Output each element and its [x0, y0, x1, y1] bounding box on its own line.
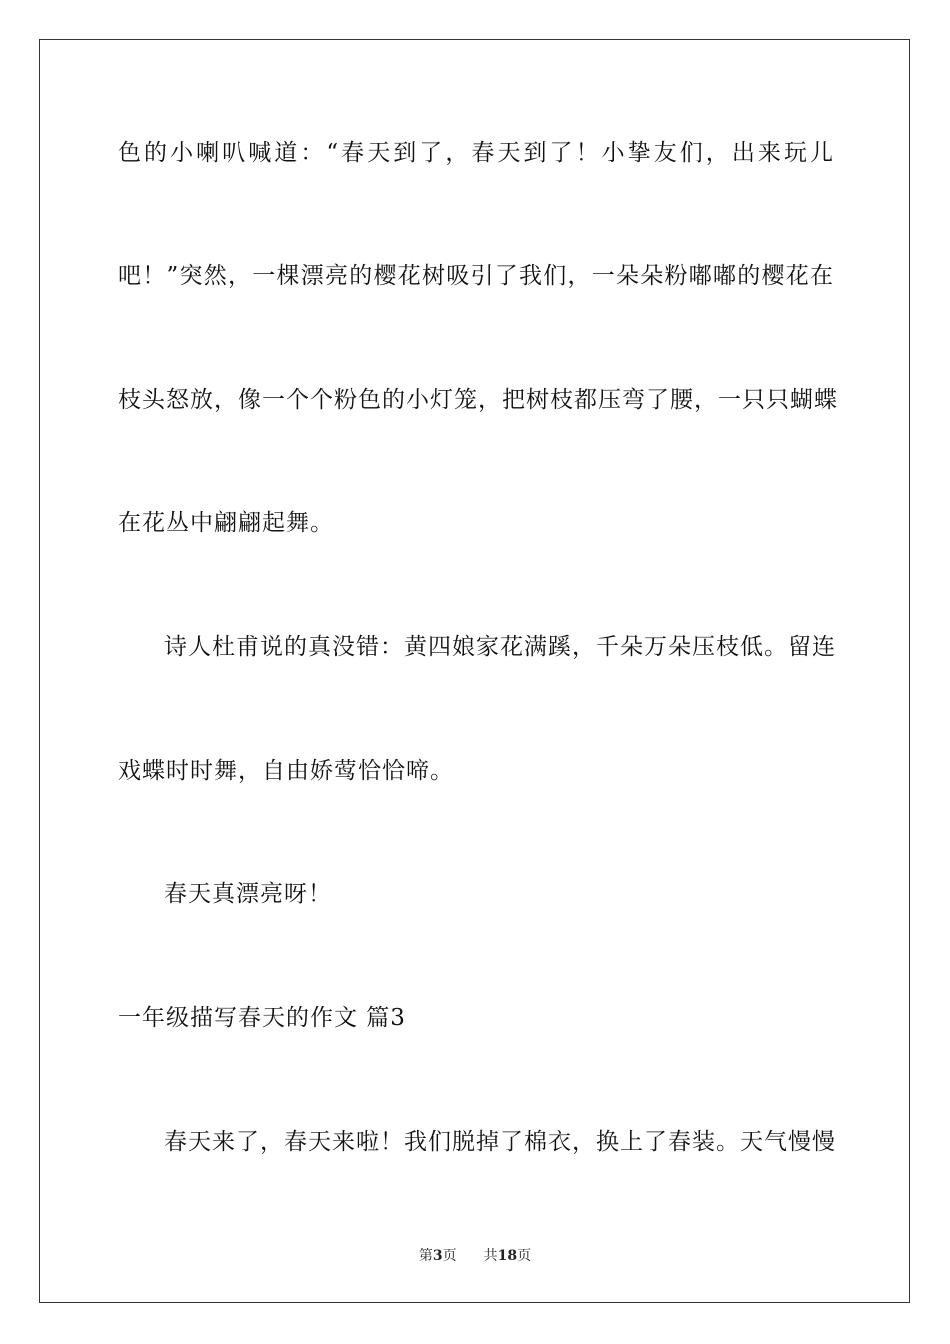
body-line-3: 枝头怒放，像一个个粉色的小灯笼，把树枝都压弯了腰，一只只蝴蝶 [118, 387, 838, 413]
footer-page-number: 3 [432, 1248, 443, 1264]
page-footer [0, 1246, 950, 1266]
body-line-5: 诗人杜甫说的真没错：黄四娘家花满蹊，千朵万朵压枝低。留连 [164, 634, 836, 660]
body-line-7: 春天真漂亮呀！ [164, 881, 332, 907]
footer-page-suffix: 页 [442, 1248, 457, 1264]
body-line-2: 吧！”突然，一棵漂亮的樱花树吸引了我们，一朵朵粉嘟嘟的樱花在 [118, 263, 834, 289]
page-border [39, 39, 910, 1303]
body-line-9: 春天来了，春天来啦！我们脱掉了棉衣，换上了春装。天气慢慢 [164, 1129, 836, 1155]
footer-total-prefix: 共 [483, 1248, 498, 1264]
footer-total-suffix: 页 [517, 1248, 532, 1264]
section-heading: 一年级描写春天的作文 篇3 [118, 1005, 406, 1031]
footer-total-pages: 18 [497, 1248, 518, 1264]
footer-page-prefix: 第 [418, 1248, 433, 1264]
body-line-4: 在花丛中翩翩起舞。 [118, 510, 334, 536]
body-line-6: 戏蝶时时舞，自由娇莺恰恰啼。 [118, 758, 454, 784]
body-line-1: 色的小喇叭喊道：“春天到了，春天到了！小挚友们，出来玩儿 [118, 140, 834, 166]
